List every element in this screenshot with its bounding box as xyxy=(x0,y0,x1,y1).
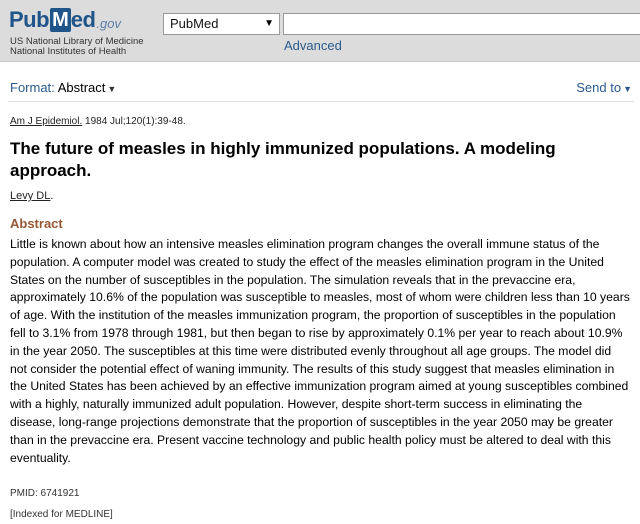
format-selector[interactable] xyxy=(10,80,116,95)
format-label: Format: xyxy=(10,80,55,95)
dropdown-arrow-icon: ▼ xyxy=(264,18,274,29)
database-select[interactable] xyxy=(163,13,280,35)
divider xyxy=(8,101,634,102)
indexed-note: [Indexed for MEDLINE] xyxy=(10,509,113,520)
caret-down-icon: ▼ xyxy=(623,84,632,94)
article-title: The future of measles in highly immunized populations. A modeling approach. xyxy=(10,139,556,180)
logo-pub: Pub xyxy=(9,7,50,32)
logo-ed: ed xyxy=(70,7,96,32)
pmid: PMID: 6741921 xyxy=(10,488,80,499)
advanced-search-link[interactable]: Advanced xyxy=(284,38,342,53)
author-suffix: . xyxy=(50,190,54,202)
pubmed-logo[interactable] xyxy=(9,5,121,35)
abstract-heading: Abstract xyxy=(10,216,63,231)
send-to-label: Send to xyxy=(576,80,622,95)
citation xyxy=(10,116,186,127)
database-select-value: PubMed xyxy=(170,16,219,31)
author-list xyxy=(10,190,53,202)
nlm-link[interactable] xyxy=(10,37,144,57)
nlm-line-1: US National Library of Medicine xyxy=(10,36,144,47)
citation-details: 1984 Jul;120(1):39-48. xyxy=(85,116,186,127)
logo-m: M xyxy=(52,9,69,31)
abstract-text: Little is known about how an intensive measles elimination program changes the overall immune status of the population. A computer model was created to study the effect of the measles elimination program in the United States on the number of susceptibles in the population. The simulation reveals that in the prevaccine era, approximately 10.6% of the population was susceptible to measles, most of whom were children less than 10 years of age. With the institution of the measles immunization program, the proportion of susceptibles in the population fell to 3.1% from 1978 through 1981, but then began to rise by approximately 0.1% per year to reach about 10.9% in the year 2050. The susceptibles at this time were distributed evenly throughout all age groups. The model did not consider the potential effect of waning immunity. The results of this study suggest that measles elimination in the United States has been achieved by an effective immunization program aimed at young susceptibles combined with a highly, naturally immunized adult population. However, despite short-term success in eliminating the disease, long-range projections demonstrate that the proportion of susceptibles in the year 2050 may be greater than in the prevaccine era. Present vaccine technology and public health policy must be altered to deal with this eventuality. xyxy=(10,237,630,465)
caret-down-icon: ▼ xyxy=(107,84,117,94)
search-input[interactable] xyxy=(283,13,640,35)
logo-gov: .gov xyxy=(96,15,121,31)
journal-link[interactable]: Am J Epidemiol. xyxy=(10,116,83,127)
author-link[interactable]: Levy DL xyxy=(10,190,51,202)
nih-line-2: National Institutes of Health xyxy=(10,46,127,57)
format-value: Abstract xyxy=(57,80,106,95)
send-to-menu[interactable] xyxy=(576,80,632,95)
site-header xyxy=(0,0,640,62)
